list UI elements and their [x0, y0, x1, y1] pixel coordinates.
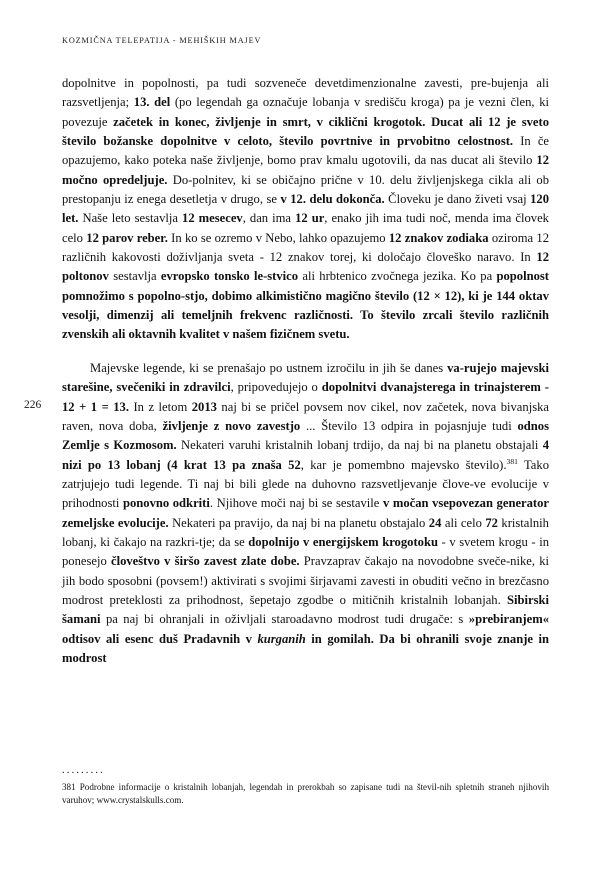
footnote-text: 381 Podrobne informacije o kristalnih lobanjah, legendah in prerokbah so zapisane tudi na števil-nih spletnih straneh njihovih varuhov; www.crystalskulls.com.	[62, 782, 549, 806]
running-head: KOZMIČNA TELEPATIJA - MEHIŠKIH MAJEV	[62, 36, 262, 45]
footnote-separator: .........	[62, 764, 105, 776]
body-text	[62, 74, 549, 668]
paragraph-2: Majevske legende, ki se prenašajo po ustnem izročilu in jih še danes va-rujejo majevski starešine, svečeniki in zdravilci, pripovedujejo o dopolnitvi dvanajsterega in trinajsterem - 12 + 1 = 13. In z letom 2013 naj bi se pričel povsem nov cikel, nov začetek, nova bivanjska raven, nova doba, življenje z novo zavestjo ... Število 13 odpira in pojasnjuje tudi odnos Zemlje s Kozmosom. Nekateri varuhi kristalnih lobanj trdijo, da naj bi na planetu obstajali 4 nizi po 13 lobanj (4 krat 13 pa znaša 52, kar je pomembno majevsko število).$^{381}$ Tako zatrjujejo tudi legende. Ti naj bi bili glede na duhovno razsvetljevanje člove-ve evolucije v prihodnosti ponovno odkriti. Njihove moči naj bi se sestavile v močan vsepovezan generator zemeljske evolucije. Nekateri pa pravijo, da naj bi na planetu obstajalo 24 ali celo 72 kristalnih lobanj, ki čakajo na razkri-tje; da se dopolnijo v energijskem krogotoku - v svetem krogu - in ponesejo človeštvo v širšo zavest zlate dobe. Pravzaprav čakajo na novodobne sveče-nike, ki jih bodo sposobni (povsem!) aktivirati s svojimi širjavami zavesti in obuditi večno in brezčasno modrost preteklosti za prihodnost, šepetajo zgodbe o mitičnih kristalnih lobanjah. Sibirski šamani pa naj bi ohranjali in oživljali staroadavno modrost tudi drugače: s »prebiranjem« odtisov ali esenc duš Pradavnih v kurganih in gomilah. Da bi ohranili svoje znanje in modrost	[62, 360, 550, 665]
page-number: 226	[24, 399, 42, 411]
paragraph-1: dopolnitve in popolnosti, pa tudi sozveneče devetdimenzionalne zavesti, pre-bujenja ali razsvetljenja; 13. del (po legendah ga označuje lobanja v središču kroga) pa je vezni člen, ki povezuje začetek in konec, življenje in smrt, v ciklični krogotok. Ducat ali 12 je sveto število božanske dopolnitve v celoto, število povrtnive in prvobitno celostnost. In če opazujemo, kako poteka naše življenje, bomo prav kmalu ugotovili, da nas ducat ali število 12 močno opredeljuje. Do-polnitev, ki se običajno prične v 10. delu življenjskega cikla ali ob prestopanju iz enega desetletja v drugo, se v 12. delu dokonča. Človeku je dano živeti vsaj 120 let. Naše leto sestavlja 12 mesecev, dan ima 12 ur, enako jih ima tudi noč, menda ima človek celo 12 parov reber. In ko se ozremo v Nebo, lahko opazujemo 12 znakov zodiaka oziroma 12 različnih kakovosti doživljanja sveta - 12 znakov torej, ki določajo človeško naravo. In 12 poltonov sestavlja evropsko tonsko le-stvico ali hrbtenico zvočnega jezika. Ko pa popolnost pomnožimo s popolno-stjo, dobimo alkimistično magično število (12 × 12), ki je 144 oktav vesolji, dimenzij ali temeljnih frekvenc različnosti. To število zrcali število različnih zvenskih ali oktavnih kvalitet v našem fizičnem svetu.	[62, 76, 550, 342]
